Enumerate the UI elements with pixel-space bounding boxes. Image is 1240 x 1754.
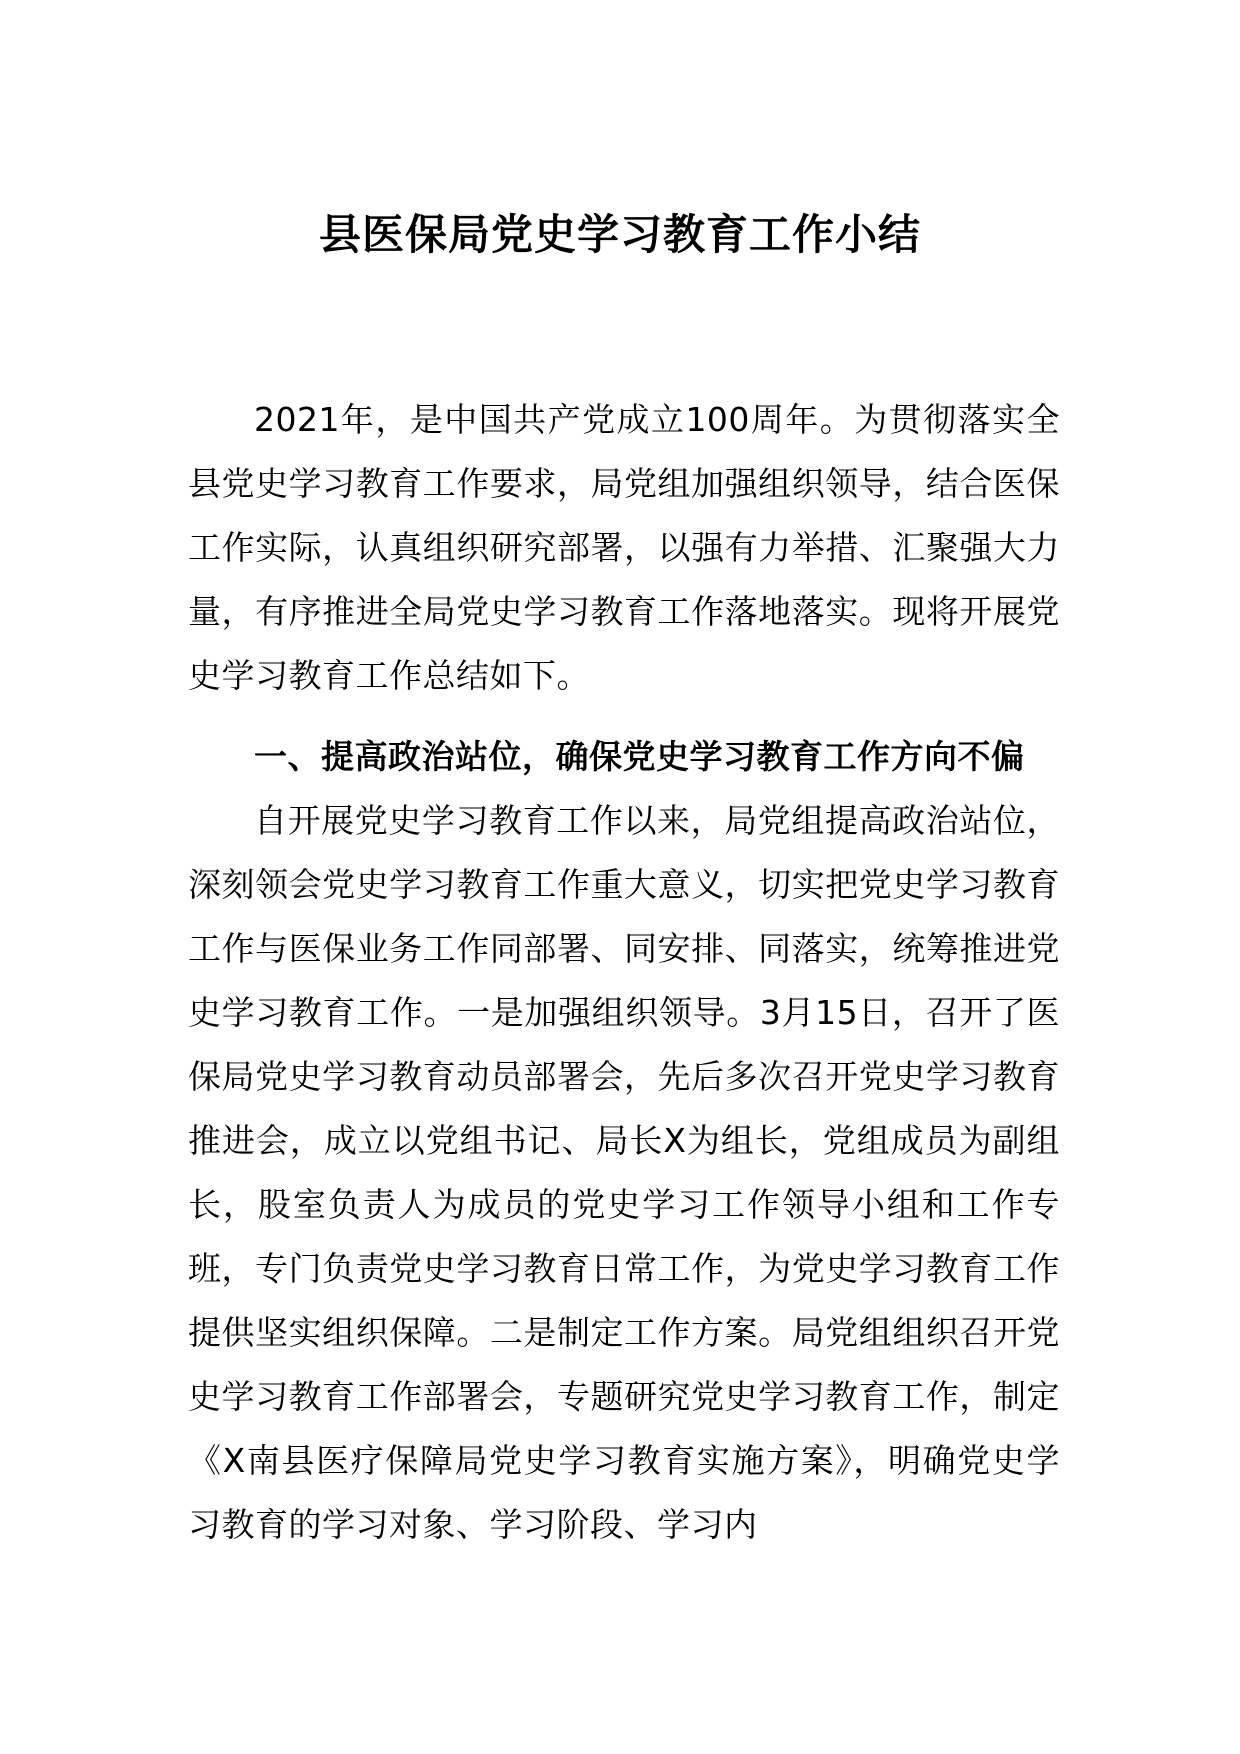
intro-paragraph: 2021年，是中国共产党成立100周年。为贯彻落实全县党史学习教育工作要求，局党组加强组织领导，结合医保工作实际，认真组织研究部署，以强有力举措、汇聚强大力量，有序推进全局党史学习教育工作落地落实。现将开展党史学习教育工作总结如下。 (188, 400, 1060, 695)
section-1-paragraph: 自开展党史学习教育工作以来，局党组提高政治站位，深刻领会党史学习教育工作重大意义，切实把党史学习教育工作与医保业务工作同部署、同安排、同落实，统筹推进党史学习教育工作。一是加强组织领导。3月15日，召开了医保局党史学习教育动员部署会，先后多次召开党史学习教育推进会，成立以党组书记、局长X为组长，党组成员为副组长，股室负责人为成员的党史学习工作领导小组和工作专班，专门负责党史学习教育日常工作，为党史学习教育工作提供坚实组织保障。二是制定工作方案。局党组组织召开党史学习教育工作部署会，专题研究党史学习教育工作，制定《X南县医疗保障局党史学习教育实施方案》，明确党史学习教育的学习对象、学习阶段、学习内 (188, 801, 1060, 1544)
document-title: 县医保局党史学习教育工作小结 (318, 210, 921, 259)
section-1-heading: 一、提高政治站位，确保党史学习教育工作方向不偏 (254, 737, 1025, 776)
